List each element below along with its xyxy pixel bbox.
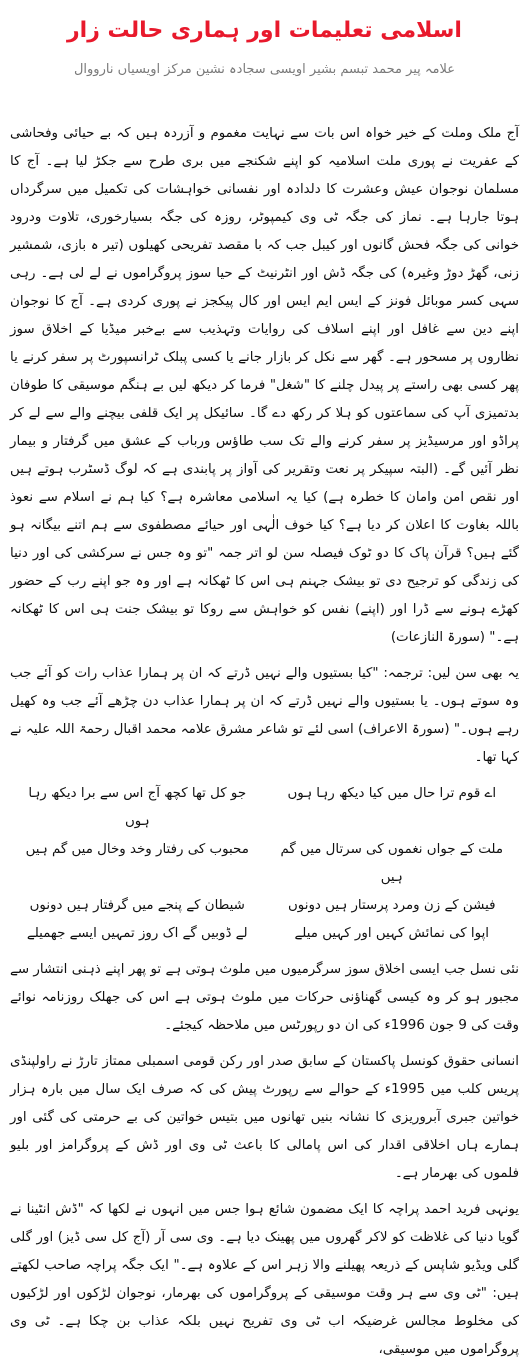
poem-couplet	[10, 920, 519, 948]
article-title: اسلامی تعلیمات اور ہماری حالت زار	[67, 18, 462, 43]
poem-line-second: جو کل تھا کچھ آج اس سے برا دیکھ رہا ہوں	[28, 786, 247, 829]
poem-line-first: ملت کے جواں نغموں کی سرتال میں گم ہیں	[280, 842, 504, 885]
poem-couplet	[10, 892, 519, 920]
poem-line-second: شیطان کے پنجے میں گرفتار ہیں دونوں	[29, 898, 245, 913]
paragraph: آج ملک وملت کے خیر خواہ اس بات سے نہایت مغموم و آزردہ ہیں کہ بے حیائی وفحاشی کے عفریت نے پوری ملت اسلامیہ کو اپنے شکنجے میں بری طرح سے جکڑ لیا ہے۔ آج کا مسلمان نوجوان عیش وعشرت کا دلدادہ اور نفسانی خواہشات کی تکمیل میں سرگرداں ہوتا جارہا ہے۔ نماز کی جگہ ٹی وی کیمپوٹر، روزہ کی جگہ بسیارخوری، تلاوت ودرود خوانی کی جگہ فحش گانوں اور کیبل جب کہ با مقصد تفریحی کھیلوں (تیر ہ بازی، شمشیر زنی، گھڑ دوڑ وغیرہ) کی جگہ ڈش اور انٹرنیٹ کے حیا سوز پروگراموں نے لے لی ہے۔ رہی سہی کسر موبائل فونز کے ایس ایم ایس اور کال پیکجز نے پوری کردی ہے۔ آج کا نوجوان اپنے دین سے غافل اور اپنے اسلاف کی روایات وتہذیب سے بےخبر میڈیا کے اخلاق سوز نظاروں پر مسحور ہے۔ گھر سے نکل کر بازار جانے یا کسی پبلک ٹرانسپورٹ پر سفر کرنے یا پھر کسی بھی راستے پر پیدل چلنے کا "شغل" فرما کر دیکھ لیں بے ہنگم موسیقی کا طوفان بدتمیزی آپ کی سماعتوں کو ہلا کر رکھ دے گا۔ سائیکل پر ایک قلفی بیچنے والے سے لے کر پراڈو اور مرسیڈیز پر سفر کرنے والے تک سب طاؤس ورباب کے عشق میں گرفتار و بیمار نظر آئیں گے۔ (البتہ سپیکر پر نعت وتقریر کی آواز پر پابندی ہے کہ لوگ ڈسٹرب ہوتے ہیں اور نقص امن وامان کا خطرہ ہے) کیا یہ اسلامی معاشرہ ہے؟ کیا ہم نے اسلام سے نعوذ باللہ بغاوت کا اعلان کر دیا ہے؟ کیا خوف الٰہی اور حیائے مصطفوی سے ہم اتنے بیگانہ ہو گئے ہیں؟ قرآن پاک کا دو ٹوک فیصلہ سن لو اتر جمہ "تو وہ جس نے سرکشی کی اور دنیا کی زندگی کو ترجیح دی تو بیشک جہنم ہی اس کا ٹھکانہ ہے اور وہ جو اپنے رب کے حضور کھڑے ہونے سے ڈرا اور (اپنے) نفس کو خواہش سے روکا تو بیشک جنت ہی اس کا ٹھکانہ ہے۔" (سورۃ النازعات)	[10, 126, 519, 645]
poem-line-second: محبوب کی رفتار وخد وخال میں گم ہیں	[25, 842, 249, 857]
paragraph: انسانی حقوق کونسل پاکستان کے سابق صدر اور رکن قومی اسمبلی ممتاز تارڑ نے راولپنڈی پریس کلب میں 1995ء کے حوالے سے رپورٹ پیش کی کہ صرف ایک سال میں بارہ ہزار خواتین جبری آبروریزی کا نشانہ بنیں تھانوں میں بتیس خواتین کی بے حرمتی کی گئی اور ہمارے ہاں اخلاقی اقدار کی اس پامالی کا باعث ٹی وی اور ڈش کے پروگرامز اور بلیو فلموں کی بھرمار ہے۔	[10, 1054, 520, 1181]
paragraph: یونہی فرید احمد پراچہ کا ایک مضمون شائع ہوا جس میں انہوں نے لکھا کہ "ڈش انٹینا نے گویا دنیا کی غلاظت کو لاکر گھروں میں پھینک دیا ہے۔ وی سی آر (آج کل سی ڈیز) اور گلی گلی ویڈیو شاپس کے ذریعہ پھیلنے والا زہر اس کے علاوہ ہے۔" ایک جگہ پراچہ صاحب لکھتے ہیں: "ٹی وی سے ہر وقت موسیقی کے پروگراموں کی بھرمار، نوجوان لڑکوں اور لڑکیوں کی مخلوط مجالس غرضیکہ اب ٹی وی تفریح نہیں بلکہ عذاب بن چکا ہے۔ ٹی وی پروگراموں میں موسیقی،	[10, 1202, 519, 1357]
poem-line-second: لے ڈوبیں گے اک روز تمہیں ایسے جھمیلے	[26, 926, 248, 941]
poem-line-first: اپوا کی نمائش کہیں اور کہیں میلے	[294, 926, 490, 941]
article-author: علامہ پیر محمد تبسم بشیر اویسی سجادہ نشین مرکز اویسیاں نارووال	[73, 62, 456, 77]
article-body	[10, 120, 519, 1372]
poem-couplet	[10, 780, 519, 836]
paragraph: یہ بھی سن لیں: ترجمہ: "کیا بستیوں والے نہیں ڈرتے کہ ان پر ہمارا عذاب رات کو آئے جب وہ سوتے ہوں۔ یا بستیوں والے نہیں ڈرتے کہ ان پر ہمارا عذاب دن چڑھے آئے جب وہ کھیل رہے ہوں۔" (سورۃ الاعراف) اسی لئے تو شاعر مشرق علامہ محمد اقبال رحمۃ اللہ علیہ نے کہا تھا۔	[10, 666, 519, 765]
paragraph: نئی نسل جب ایسی اخلاق سوز سرگرمیوں میں ملوث ہوتی ہے تو پھر اپنے ذہنی انتشار سے مجبور ہو کر وہ کیسی گھناؤنی حرکات میں ملوث ہوتی ہے اس کی جھلک روزنامہ نوائے وقت کی 9 جون 1996ء کی ان دو رپورٹس میں ملاحظہ کیجئے۔	[10, 962, 519, 1033]
poem-couplet	[10, 836, 519, 892]
poem-line-first: فیشن کے زن ومرد پرستار ہیں دونوں	[287, 898, 496, 913]
poem	[10, 780, 519, 948]
poem-line-first: اے قوم ترا حال میں کیا دیکھ رہا ہوں	[287, 786, 497, 801]
